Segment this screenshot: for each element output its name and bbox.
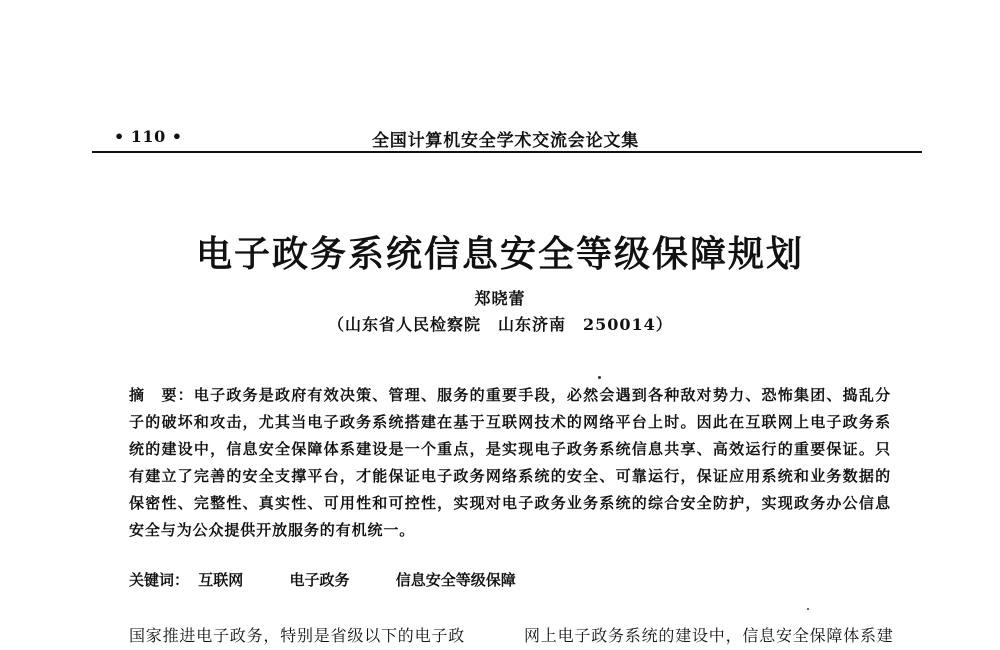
- author-affiliation: （山东省人民检察院 山东济南 250014）: [328, 315, 673, 334]
- abstract: [129, 382, 891, 544]
- keywords: [129, 569, 557, 590]
- keyword: 互联网: [198, 571, 244, 589]
- keyword: 电子政务: [289, 571, 350, 589]
- paper-title: 电子政务系统信息安全等级保障规划: [195, 234, 804, 276]
- abstract-label: 摘 要：: [129, 386, 194, 404]
- scan-artifact-dot: [598, 376, 601, 379]
- author-name: 郑晓蕾: [474, 289, 526, 308]
- proceedings-title: 全国计算机安全学术交流会论文集: [372, 131, 639, 151]
- body-left-column-start: 国家推进电子政务，特别是省级以下的电子政: [129, 626, 466, 645]
- keywords-label: 关键词：: [129, 571, 190, 589]
- page-number: • 110 •: [114, 127, 183, 146]
- running-header: [92, 121, 922, 153]
- abstract-text: 电子政务是政府有效决策、管理、服务的重要手段，必然会遇到各种敌对势力、恐怖集团、捣乱分子的破坏和攻击，尤其当电子政务系统搭建在基于互联网技术的网络平台上时。因此在互联网上电子政务系统的建设中，信息安全保障体系建设是一个重点，是实现电子政务系统信息共享、高效运行的重要保证。只有建立了完善的安全支撑平台，才能保证电子政务网络系统的安全、可靠运行，保证应用系统和业务数据的保密性、完整性、真实性、可用性和可控性，实现对电子政务业务系统的综合安全防护，实现政务办公信息安全与为公众提供开放服务的有机统一。: [129, 386, 891, 539]
- scan-artifact-dot: [807, 608, 809, 610]
- keyword: 信息安全等级保障: [395, 571, 516, 589]
- body-right-column-start: 网上电子政务系统的建设中，信息安全保障体系建: [524, 626, 894, 645]
